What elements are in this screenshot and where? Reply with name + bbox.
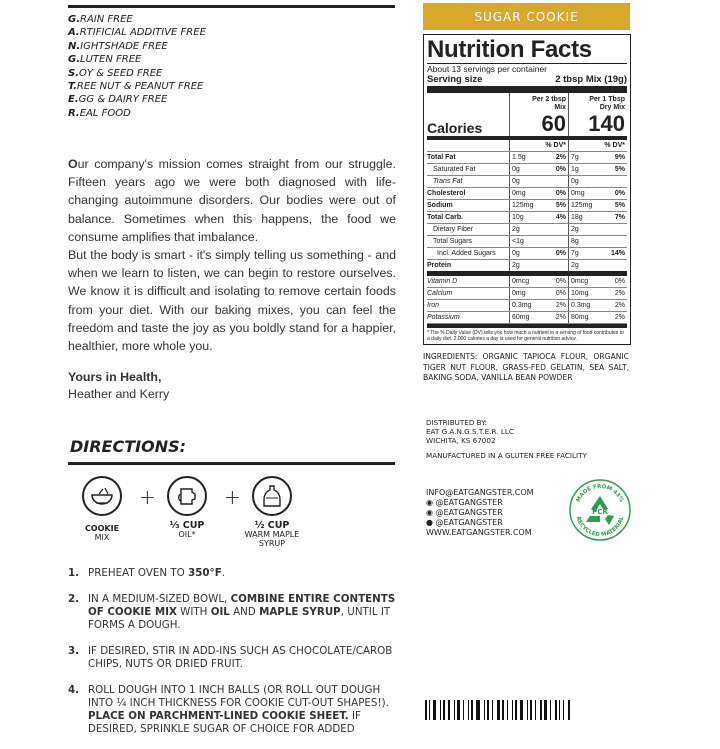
nutrient-row: Potassium 60mg 2% 80mg 2%	[427, 312, 627, 324]
acronym-item: G.RAIN FREE	[68, 14, 133, 25]
pcr-recycled-logo	[568, 478, 632, 542]
instagram-icon: ◉	[426, 498, 433, 507]
servings-per-container: About 13 servings per container	[427, 64, 548, 74]
ingredient-oil: ⅓ CUP OIL*	[169, 520, 205, 539]
nutrient-row: Dietary Fiber 2g 2g	[427, 224, 627, 236]
product-name-banner: SUGAR COOKIE	[423, 3, 630, 30]
nutrition-facts-panel	[423, 34, 631, 345]
nutrient-row: Total Fat 1.5g 2% 7g 9%	[427, 152, 627, 164]
acronym-item: G.LUTEN FREE	[68, 54, 142, 66]
bowl-icon	[82, 476, 122, 516]
nutrient-row: Calcium 0mg 0% 10mg 2%	[427, 288, 627, 300]
facebook-icon: ●	[426, 518, 433, 527]
plus-sign: +	[139, 485, 156, 509]
barcode	[425, 700, 585, 720]
signoff-greeting: Yours in Health,	[68, 370, 162, 385]
mission-paragraph-2: But the body is smart - it's simply telling us something - and when we learn to listen, we can begin to restore ourselves. We know it is difficult and isolating to remove certain foods from your diet. With our baking mixes, you can feel the freedom and taste the joy as you boldly stand for a happier, healthier, more whole you.	[68, 248, 396, 354]
calories-row: Calories Per 2 tbsp Mix 60 Per 1 Tbsp Dry Mix 140	[427, 93, 627, 140]
acronym-item: E.GG & DAIRY FREE	[68, 94, 168, 106]
nutrient-row: Total Sugars <1g 8g	[427, 236, 627, 248]
signoff	[68, 369, 396, 403]
acronym-item: N.IGHTSHADE FREE	[68, 40, 168, 52]
nutrient-row: Saturated Fat 0g 0% 1g 5%	[427, 164, 627, 176]
mission-and-signoff	[68, 155, 396, 403]
ingredient-maple-syrup: ½ CUP WARM MAPLE SYRUP	[244, 520, 300, 548]
nutrient-row: Vitamin D 0mcg 0% 0mcg 0%	[427, 276, 627, 288]
nutrient-row: Sodium 125mg 5% 125mg 5%	[427, 200, 627, 212]
svg-text:PCR: PCR	[592, 508, 608, 516]
nutrient-row: Protein 2g 2g	[427, 260, 627, 276]
directions-rule	[68, 462, 395, 465]
plus-sign: +	[224, 485, 241, 509]
ingredients-list: INGREDIENTS: ORGANIC TAPIOCA FLOUR, ORGANIC TIGER NUT FLOUR, GRASS-FED GELATIN, SEA SALT, BAKING SODA, VANILLA BEAN POWDER	[423, 352, 629, 382]
nutrient-row: Trans Fat 0g 0g	[427, 176, 627, 188]
signoff-names: Heather and Kerry	[68, 387, 170, 402]
nutrient-row: Incl. Added Sugars 0g 0% 7g 14%	[427, 248, 627, 260]
email: INFO@EATGANGSTER.COM	[426, 488, 534, 497]
pinterest-icon: ◉	[426, 508, 433, 517]
nutrition-title: Nutrition Facts	[427, 37, 627, 64]
svg-text:MADE FROM 43%: MADE FROM 43%	[575, 483, 625, 504]
facility-note: MANUFACTURED IN A GLUTEN FREE FACILITY	[426, 451, 587, 460]
distributor: DISTRIBUTED BY: EAT G.A.N.G.S.T.E.R. LLC WICHITA, KS 67002	[426, 418, 514, 445]
acronym-item: S.OY & SEED FREE	[68, 67, 163, 79]
label-column	[423, 34, 631, 384]
nutrient-row: Cholesterol 0mg 0% 0mg 0%	[427, 188, 627, 200]
acronym-item: A.RTIFICIAL ADDITIVE FREE	[68, 27, 206, 39]
contact-info: INFO@EATGANGSTER.COM ◉ @EATGANGSTER ◉ @EATGANGSTER ● @EATGANGSTER WWW.EATGANGSTER.COM	[426, 488, 534, 537]
direction-step: 1. PREHEAT OVEN TO 350°F.	[68, 567, 226, 579]
svg-text:RECYCLED MATERIAL: RECYCLED MATERIAL	[574, 515, 626, 539]
acronym-item: T.REE NUT & PEANUT FREE	[68, 81, 204, 93]
direction-step: 4. ROLL DOUGH INTO 1 INCH BALLS (OR ROLL OUT DOUGH INTO ¼ INCH THICKNESS FOR COOKIE CUT-OUT SHAPES!). PLACE ON PARCHMENT-LINED COOKIE SHEET. IF DESIRED, SPRINKLE SUGAR OF CHOICE FOR ADDED	[68, 684, 389, 735]
serving-size: Serving size 2 tbsp Mix (19g)	[427, 74, 627, 93]
dv-header-row: % DV* % DV*	[427, 140, 627, 152]
direction-steps	[68, 567, 398, 749]
ingredient-cookie-mix: COOKIE MIX	[84, 524, 120, 542]
website: WWW.EATGANGSTER.COM	[426, 528, 532, 537]
gangster-acronym-list	[68, 13, 206, 120]
drop-letter: O	[68, 157, 78, 171]
nutrient-row: Iron 0.3mg 2% 0.3mg 2%	[427, 300, 627, 312]
top-rule	[68, 5, 395, 8]
direction-step: 3. IF DESIRED, STIR IN ADD-INS SUCH AS CHOCOLATE/CAROB CHIPS, NUTS OR DRIED FRUIT.	[68, 645, 393, 670]
acronym-item: R.EAL FOOD	[68, 107, 131, 119]
nutrient-row: Total Carb. 10g 4% 18g 7%	[427, 212, 627, 224]
mission-paragraph-1: ur company's mission comes straight from our struggle. Fifteen years ago we were both diagnosed with life-changing autoimmune disorders. Our bodies were out of balance. Sometimes when this happens, the food we consume amplifies that imbalance.	[68, 157, 396, 244]
pitcher-icon	[167, 476, 207, 516]
dv-footnote: * The % Daily Value (DV) tells you how much a nutrient in a serving of food contributes to a daily diet. 2,000 calories a day is used for general nutrition advice.	[427, 324, 627, 342]
syrup-bottle-icon	[252, 476, 292, 516]
direction-step: 2. IN A MEDIUM-SIZED BOWL, COMBINE ENTIRE CONTENTS OF COOKIE MIX WITH OIL AND MAPLE SYRUP, UNTIL IT FORMS A DOUGH.	[68, 593, 396, 631]
directions-heading: DIRECTIONS:	[70, 437, 187, 456]
mission-statement	[68, 155, 396, 355]
